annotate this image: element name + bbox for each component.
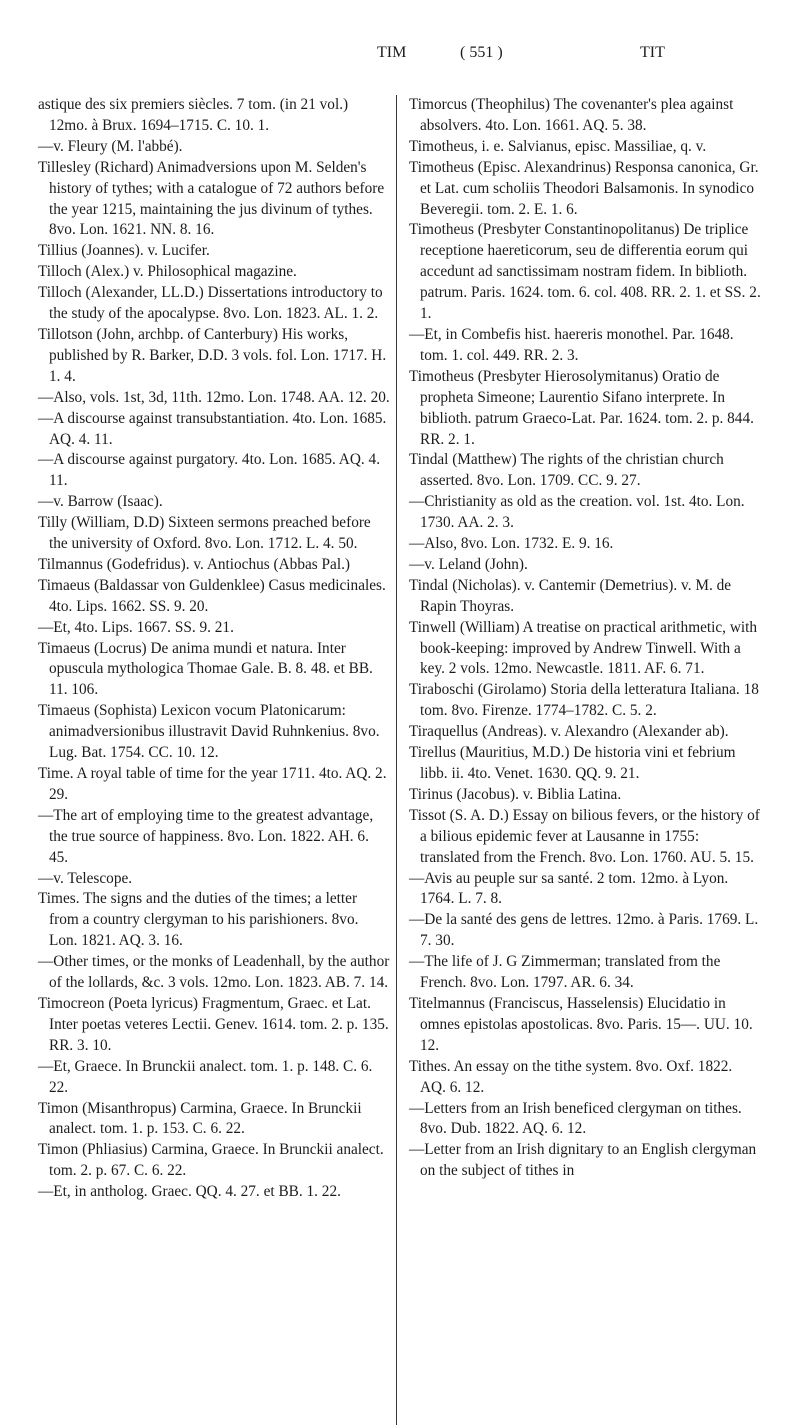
catalog-entry: Tilloch (Alexander, LL.D.) Dissertations introductory to the study of the apocalypse. 8vo. Lon. 1823. AL. 1. 2. [38, 284, 383, 323]
catalog-entry: —Et, in antholog. Graec. QQ. 4. 27. et BB. 1. 22. [38, 1183, 341, 1201]
catalog-entry: astique des six premiers siècles. 7 tom. (in 21 vol.) 12mo. à Brux. 1694–1715. C. 10. 1. [38, 96, 349, 134]
catalog-entry: Titelmannus (Franciscus, Hasselensis) Elucidatio in omnes epistolas apostolicas. 8vo. Paris. 15—. UU. 10. 12. [409, 994, 753, 1054]
catalog-entry: Timaeus (Baldassar von Guldenklee) Casus medicinales. 4to. Lips. 1662. SS. 9. 20. [38, 576, 386, 615]
catalog-entry: Tilmannus (Godefridus). v. Antiochus (Abbas Pal.) [38, 555, 351, 573]
catalog-entry: Timaeus (Locrus) De anima mundi et natura. Inter opuscula mythologica Thomae Gale. B. 8. 48. et BB. 11. 106. [38, 639, 373, 699]
catalog-entry: Tindal (Nicholas). v. Cantemir (Demetrius). v. M. de Rapin Thoyras. [409, 576, 732, 615]
catalog-entry: Timon (Misanthropus) Carmina, Graece. In Brunckii analect. tom. 1. p. 153. C. 6. 22. [38, 1099, 362, 1138]
catalog-entry: Timon (Phliasius) Carmina, Graece. In Brunckii analect. tom. 2. p. 67. C. 6. 22. [38, 1141, 384, 1180]
right-column [409, 95, 761, 1182]
catalog-entry: —The life of J. G Zimmerman; translated from the French. 8vo. Lon. 1797. AR. 6. 34. [409, 953, 721, 992]
catalog-entry: Timaeus (Sophista) Lexicon vocum Platonicarum: animadversionibus illustravit David Ruhnkenius. 8vo. Lug. Bat. 1754. CC. 10. 12. [38, 702, 380, 762]
catalog-entry: Timocreon (Poeta lyricus) Fragmentum, Graec. et Lat. Inter poetas veteres Lectii. Genev. 1614. tom. 2. p. 135. RR. 3. 10. [38, 994, 389, 1054]
catalog-entry: Time. A royal table of time for the year 1711. 4to. AQ. 2. 29. [38, 765, 387, 803]
left-column [38, 95, 390, 1203]
catalog-entry: Tindal (Matthew) The rights of the christian church asserted. 8vo. Lon. 1709. CC. 9. 27. [409, 451, 724, 490]
catalog-entry: —Et, 4to. Lips. 1667. SS. 9. 21. [38, 618, 234, 636]
catalog-entry: Tirinus (Jacobus). v. Biblia Latina. [409, 785, 622, 803]
catalog-entry: —Letters from an Irish beneficed clergyman on tithes. 8vo. Dub. 1822. AQ. 6. 12. [409, 1099, 742, 1138]
catalog-entry: Timotheus (Presbyter Constantinopolitanus) De triplice receptione haereticorum, seu de differentia eorum qui accedunt ad sanctissimam nostram fidem. In biblioth. patrum. Paris. 1624. tom. 6. col. 408. RR. 2. 1. et SS. 2. 1. [409, 221, 761, 323]
catalog-entry: —Avis au peuple sur sa santé. 2 tom. 12mo. à Lyon. 1764. L. 7. 8. [409, 869, 729, 908]
catalog-entry: Tilly (William, D.D) Sixteen sermons preached before the university of Oxford. 8vo. Lon. 1712. L. 4. 50. [38, 514, 371, 553]
catalog-entry: —A discourse against transubstantiation. 4to. Lon. 1685. AQ. 4. 11. [38, 409, 387, 448]
catalog-entry: —Et, Graece. In Brunckii analect. tom. 1. p. 148. C. 6. 22. [38, 1057, 373, 1096]
catalog-entry: Tiraboschi (Girolamo) Storia della letteratura Italiana. 18 tom. 8vo. Firenze. 1774–1782. C. 5. 2. [409, 681, 759, 720]
catalog-entry: —Et, in Combefis hist. haereris monothel. Par. 1648. tom. 1. col. 449. RR. 2. 3. [409, 325, 734, 364]
catalog-entry: Tiraquellus (Andreas). v. Alexandro (Alexander ab). [409, 723, 729, 741]
catalog-entry: —The art of employing time to the greatest advantage, the true source of happiness. 8vo. Lon. 1822. AH. 6. 45. [38, 806, 374, 866]
catalog-entry: Times. The signs and the duties of the times; a letter from a country clergyman to his parishioners. 8vo. Lon. 1821. AQ. 3. 16. [38, 890, 359, 950]
catalog-entry: Timotheus, i. e. Salvianus, episc. Massiliae, q. v. [409, 137, 707, 155]
catalog-entry: —v. Telescope. [38, 869, 133, 887]
catalog-entry: Tinwell (William) A treatise on practical arithmetic, with book-keeping: improved by Andrew Tinwell. With a key. 2 vols. 12mo. Newcastle. 1811. AF. 6. 71. [409, 618, 758, 678]
catalog-entry: —v. Leland (John). [409, 555, 528, 573]
catalog-entry: —v. Fleury (M. l'abbé). [38, 137, 183, 155]
catalog-entry: Tillotson (John, archbp. of Canterbury) His works, published by R. Barker, D.D. 3 vols. fol. Lon. 1717. H. 1. 4. [38, 325, 387, 385]
catalog-entry: Tirellus (Mauritius, M.D.) De historia vini et febrium libb. ii. 4to. Venet. 1630. QQ. 9. 21. [409, 744, 736, 782]
header-right-guide-word: TIT [640, 44, 665, 61]
catalog-entry: —A discourse against purgatory. 4to. Lon. 1685. AQ. 4. 11. [38, 451, 381, 490]
catalog-entry: —Christianity as old as the creation. vol. 1st. 4to. Lon. 1730. AA. 2. 3. [409, 493, 745, 532]
catalog-entry: —De la santé des gens de lettres. 12mo. à Paris. 1769. L. 7. 30. [409, 911, 759, 950]
catalog-entry: —Other times, or the monks of Leadenhall, by the author of the lollards, &c. 3 vols. 12mo. Lon. 1823. AB. 7. 14. [38, 953, 390, 992]
catalog-entry: Timotheus (Presbyter Hierosolymitanus) Oratio de propheta Simeone; Laurentio Sifano interprete. In biblioth. patrum Graeco-Lat. Par. 1624. tom. 2. p. 844. RR. 2. 1. [409, 367, 754, 448]
catalog-entry: —Also, vols. 1st, 3d, 11th. 12mo. Lon. 1748. AA. 12. 20. [38, 388, 390, 406]
catalog-entry: —v. Barrow (Isaac). [38, 493, 163, 511]
header-left-guide-word: TIM [377, 44, 407, 61]
catalog-entry: —Also, 8vo. Lon. 1732. E. 9. 16. [409, 535, 614, 553]
catalog-entry: Timotheus (Episc. Alexandrinus) Responsa canonica, Gr. et Lat. cum scholiis Theodori Balsamonis. In synodico Beveregii. tom. 2. E. 1. 6. [409, 158, 759, 218]
catalog-entry: Tilloch (Alex.) v. Philosophical magazine. [38, 263, 297, 281]
catalog-entry: Tillesley (Richard) Animadversions upon M. Selden's history of tythes; with a catalogue of 72 authors before the year 1215, maintaining the jus divinum of tythes. 8vo. Lon. 1621. NN. 8. 16. [38, 158, 385, 239]
catalog-entry: Tissot (S. A. D.) Essay on bilious fevers, or the history of a bilious epidemic fever at Lausanne in 1755: translated from the French. 8vo. Lon. 1760. AU. 5. 15. [409, 806, 760, 866]
catalog-entry: —Letter from an Irish dignitary to an English clergyman on the subject of tithes in [409, 1141, 757, 1180]
column-divider [396, 95, 397, 1425]
running-header [0, 44, 801, 68]
page-number: ( 551 ) [460, 44, 503, 61]
catalog-entry: Tithes. An essay on the tithe system. 8vo. Oxf. 1822. AQ. 6. 12. [409, 1057, 733, 1096]
catalog-entry: Timorcus (Theophilus) The covenanter's plea against absolvers. 4to. Lon. 1661. AQ. 5. 38. [409, 96, 734, 134]
catalog-entry: Tillius (Joannes). v. Lucifer. [38, 242, 210, 260]
